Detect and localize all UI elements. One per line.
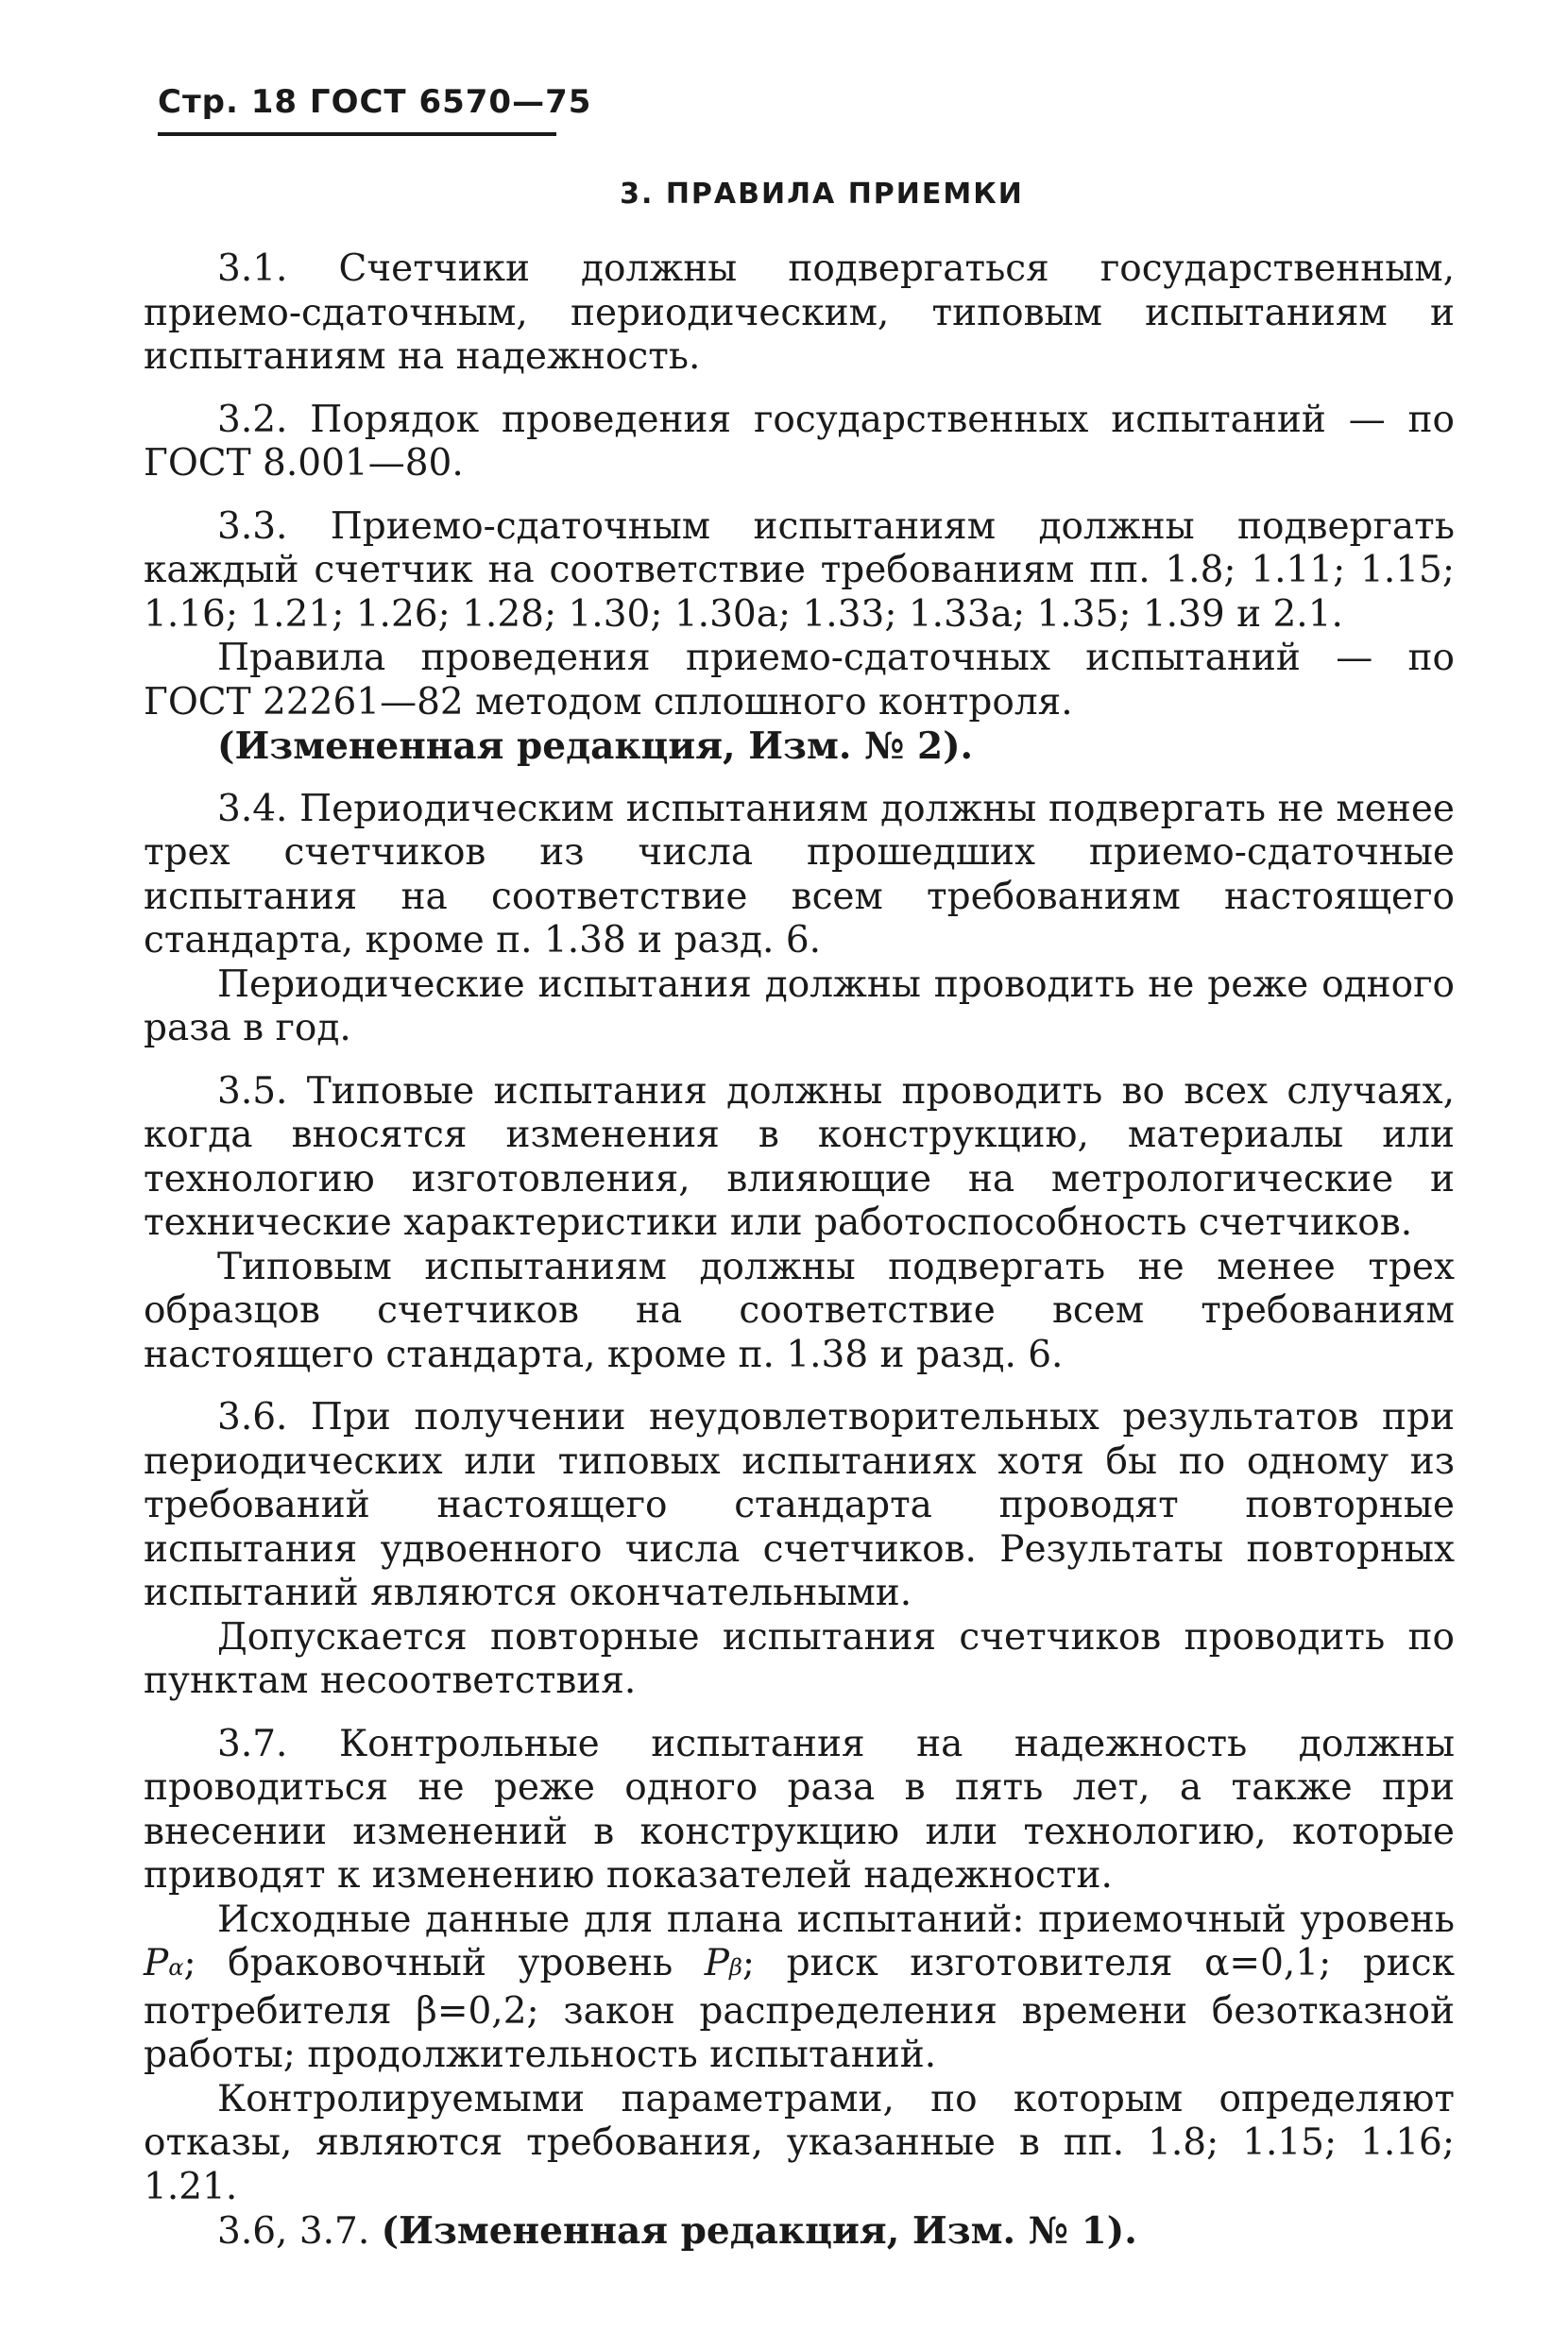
paragraph-3-7-input-data: [144, 1899, 1455, 2078]
paragraph-3-5: 3.5. Типовые испытания должны проводить во всех случаях, когда вносятся изменения в конструкцию, материалы или технологию изготовления, влияющие на метрологические и технические характеристики или работоспособность счетчиков.: [144, 1069, 1455, 1244]
paragraph-3-3: 3.3. Приемо-сдаточным испытаниям должны подвергать каждый счетчик на соответствие требованиям пп. 1.8; 1.11; 1.15; 1.16; 1.21; 1.26; 1.28; 1.30; 1.30а; 1.33; 1.33а; 1.35; 1.39 и 2.1.: [144, 504, 1455, 636]
amendment-clauses: 3.6, 3.7.: [217, 2210, 370, 2253]
paragraph-3-6: 3.6. При получении неудовлетворительных результатов при периодических или типовых испытаниях хотя бы по одному из требований настоящего стандарта проводят повторные испытания удвоенного числа счетчиков. Результаты повторных испытаний являются окончательными.: [144, 1396, 1455, 1614]
amendment-note-2: (Измененная редакция, Изм. № 2).: [217, 724, 974, 768]
paragraph-3-5-samples: Типовым испытаниям должны подвергать не менее трех образцов счетчиков на соответствие всем требованиям настоящего стандарта, кроме п. 1.38 и разд. 6.: [144, 1245, 1455, 1376]
paragraph-3-6-retest: Допускается повторные испытания счетчиков проводить по пунктам несоответствия.: [144, 1615, 1455, 1702]
page-header: Стр. 18 ГОСТ 6570—75: [158, 83, 592, 121]
paragraph-3-7: 3.7. Контрольные испытания на надежность должны проводиться не реже одного раза в пять лет, а также при внесении изменений в конструкцию или технологию, которые приводят к изменению показателей надежности.: [144, 1722, 1455, 1897]
input-data-rest: ; риск изготовителя α=0,1; риск потребителя β=0,2; закон распределения времени безотказной работы; продолжительность испытаний.: [144, 1942, 1455, 2076]
paragraph-3-1: 3.1. Счетчики должны подвергаться государственным, приемо-сдаточным, периодическим, типовым испытаниям и испытаниям на надежность.: [144, 247, 1455, 378]
section-title: 3. ПРАВИЛА ПРИЕМКИ: [620, 178, 1024, 211]
header-rule: [158, 132, 556, 136]
document-body: [144, 247, 1455, 2255]
input-data-mid: ; браковочный уровень: [183, 1942, 673, 1984]
paragraph-3-7-parameters: Контролируемыми параметрами, по которым определяют отказы, являются требования, указанные в пп. 1.8; 1.15; 1.16; 1.21.: [144, 2077, 1455, 2208]
paragraph-3-2: 3.2. Порядок проведения государственных испытаний — по ГОСТ 8.001—80.: [144, 398, 1455, 485]
paragraph-3-3-rules: Правила проведения приемо-сдаточных испытаний — по ГОСТ 22261—82 методом сплошного контроля.: [144, 637, 1455, 724]
input-data-intro: Исходные данные для плана испытаний: приемочный уровень: [217, 1898, 1455, 1941]
symbol-p-alpha: Pα: [144, 1942, 184, 1984]
paragraph-3-4-frequency: Периодические испытания должны проводить не реже одного раза в год.: [144, 962, 1455, 1049]
symbol-p-beta: Pβ: [704, 1942, 742, 1984]
paragraph-3-4: 3.4. Периодическим испытаниям должны подвергать не менее трех счетчиков из числа прошедших приемо-сдаточные испытания на соответствие всем требованиям настоящего стандарта, кроме п. 1.38 и разд. 6.: [144, 787, 1455, 962]
amendment-note-1: [144, 2209, 1455, 2255]
amendment-text: (Измененная редакция, Изм. № 1).: [381, 2209, 1137, 2253]
